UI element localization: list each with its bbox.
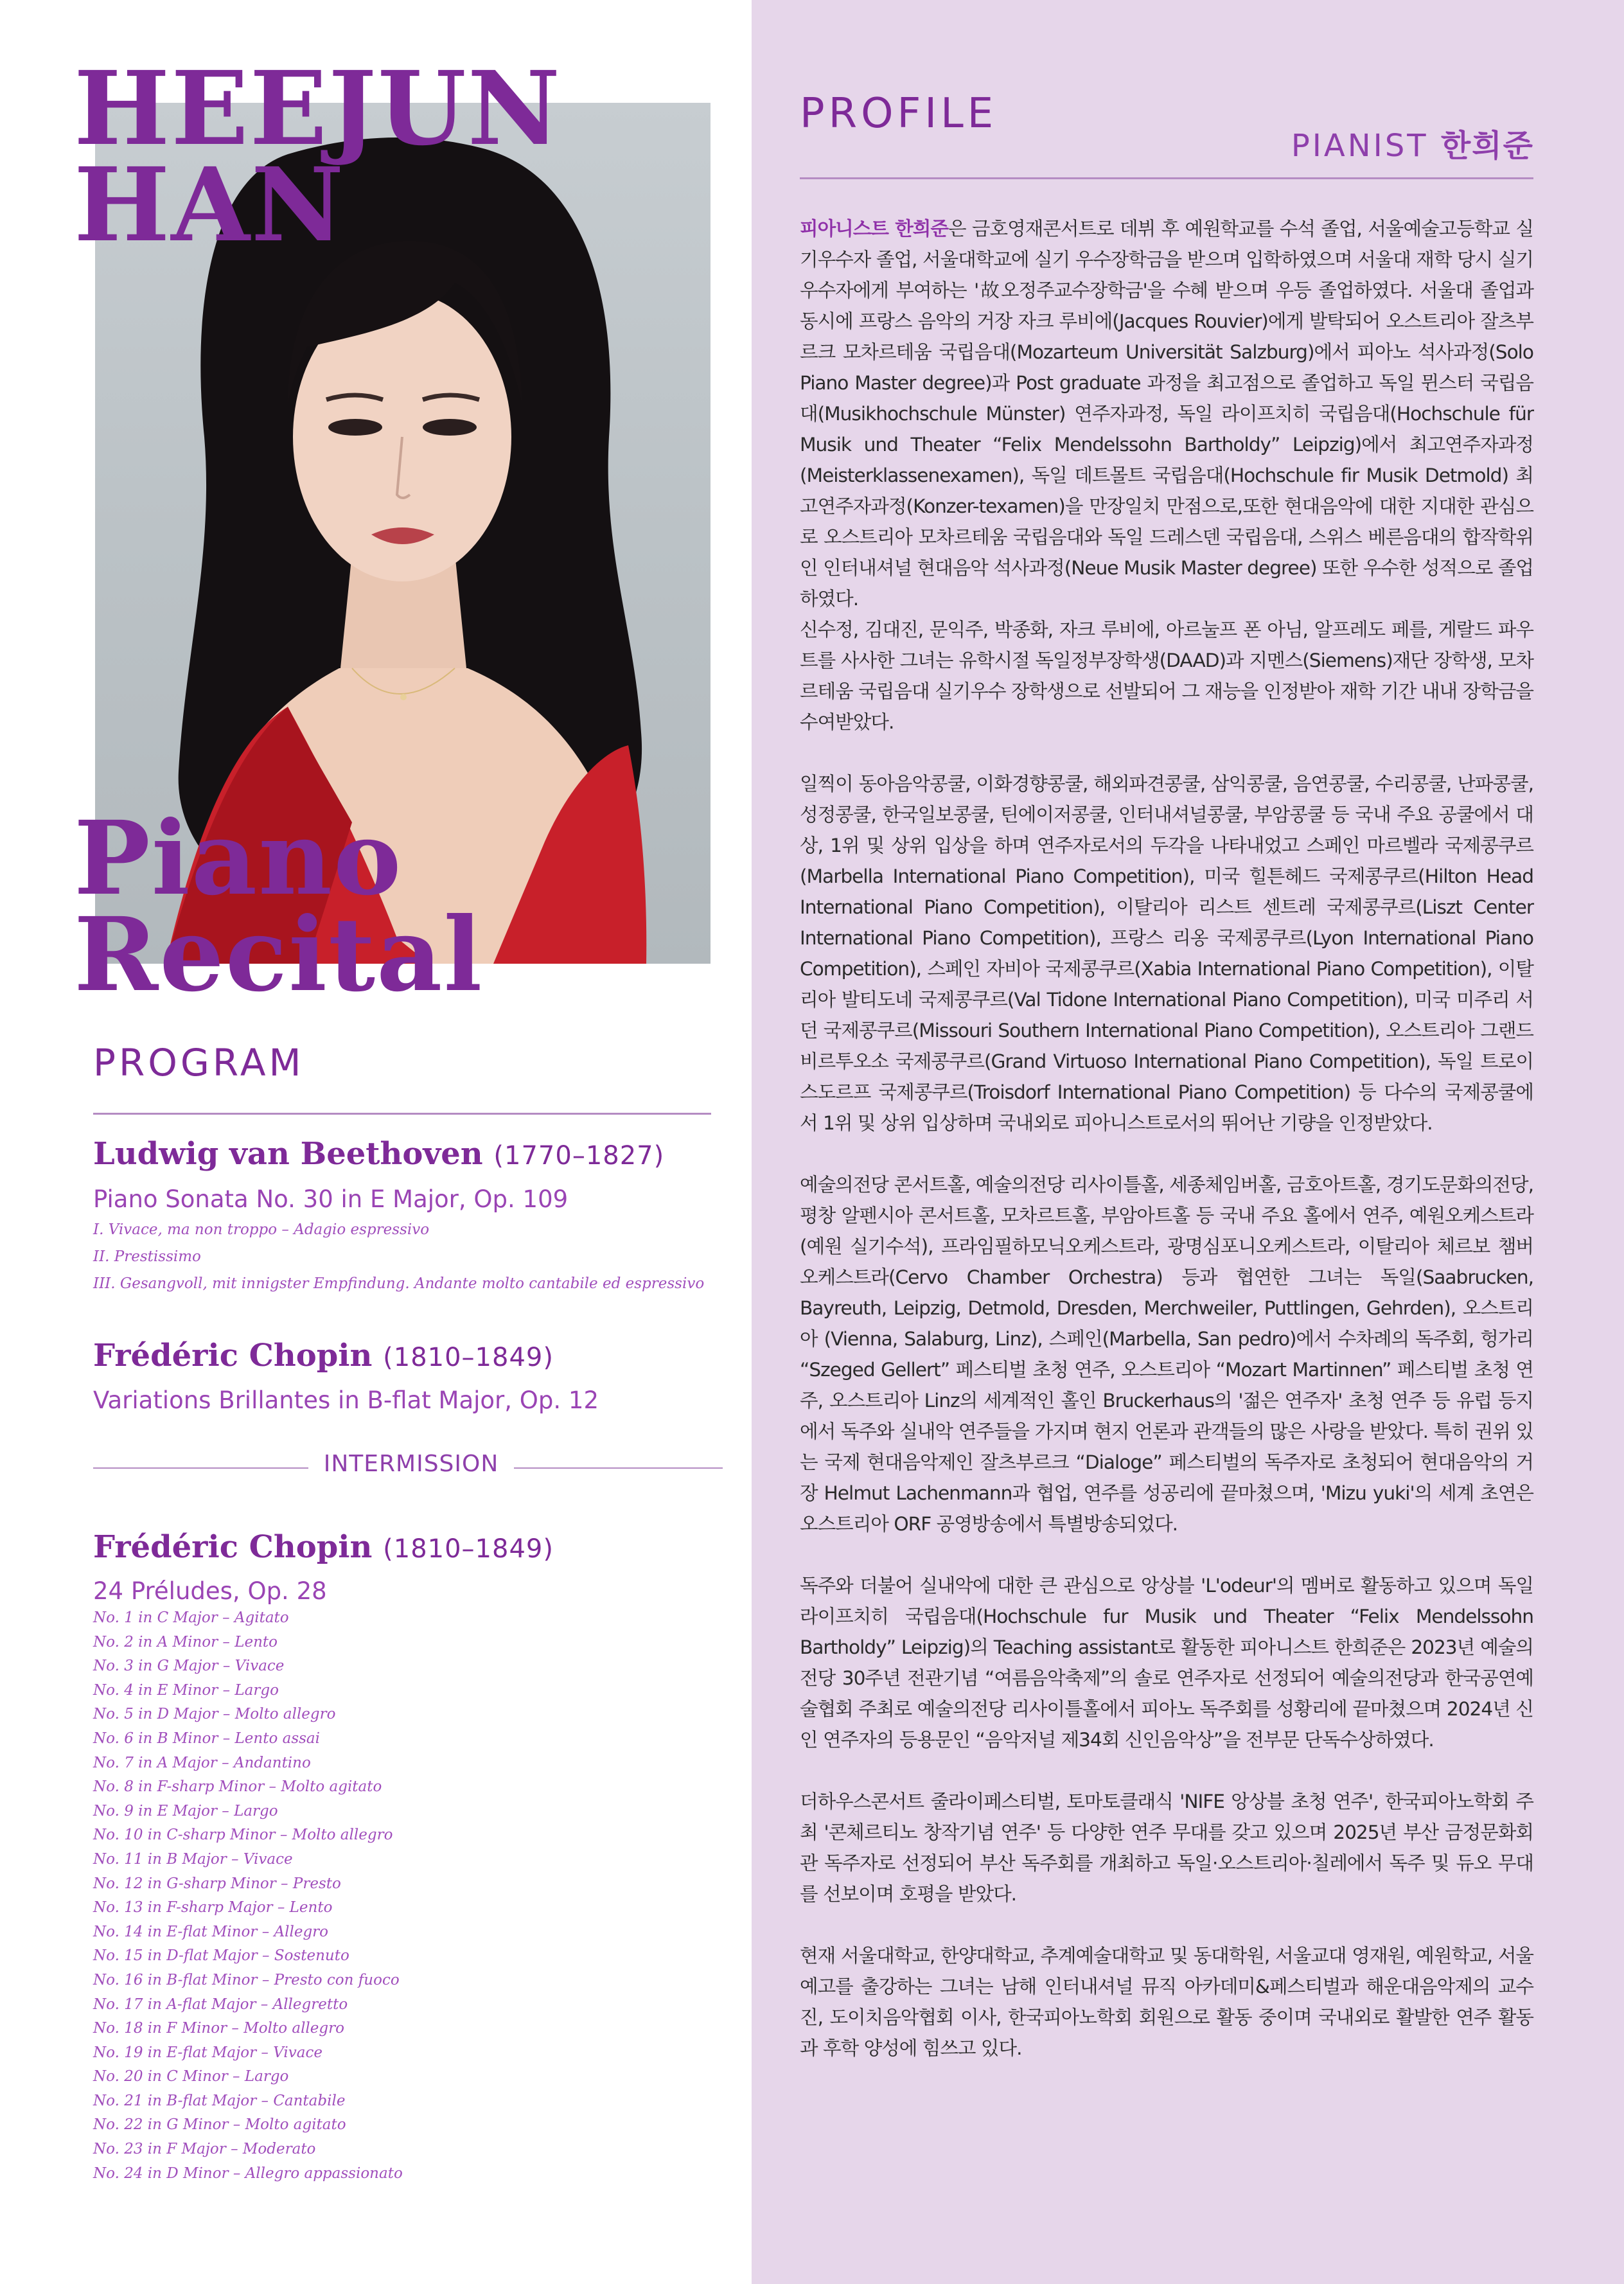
intermission-label: INTERMISSION	[323, 1451, 499, 1477]
prelude-item: No. 4 in E Minor – Largo	[93, 1681, 279, 1699]
profile-body	[800, 213, 1533, 2094]
profile-sub-name: 한희준	[1440, 128, 1534, 164]
profile-paragraph-6: 현재 서울대학교, 한양대학교, 추계예술대학교 및 동대학원, 서울교대 영재원, 예원학교, 서울예고를 출강하는 그녀는 남해 인터내셔널 뮤직 아카데미&페스티벌과 해운대음악제의 교수진, 도이치음악협회 이사, 한국피아노학회 회원으로 활동 중이며 국내외로 활발한 연주 활동과 후학 양성에 힘쓰고 있다.	[800, 1945, 1533, 2059]
prelude-item: No. 13 in F-sharp Major – Lento	[93, 1899, 333, 1917]
composer-chopin-2	[93, 1529, 554, 1565]
divider-line-left	[93, 1467, 308, 1469]
preludes-list	[93, 1606, 403, 2186]
prelude-item: No. 20 in C Minor – Largo	[93, 2068, 289, 2085]
composer-name: Ludwig van Beethoven	[93, 1136, 483, 1172]
prelude-item: No. 1 in C Major – Agitato	[93, 1609, 289, 1626]
composer-years: (1810–1849)	[383, 1534, 554, 1564]
profile-p1-text: 은 금호영재콘서트로 데뷔 후 예원학교를 수석 졸업, 서울예술고등학교 실기우수자 졸업, 서울대학교에 실기 우수장학금을 받으며 입학하였으며 서울대 재학 당시 실기 우수자에게 부여하는 '故오정주교수장학금'을 수혜 받으며 우등 졸업하였다. 서울대 졸업과 동시에 프랑스 음악의 거장 자크 루비에(Jacques Rouvier)에게 발탁되어 오스트리아 잘츠부르크 모차르테움 국립음대(Mozarteum Universität Salzburg)에서 피아노 석사과정(Solo Piano Master degree)과 Post graduate 과정을 최고점으로 졸업하고 독일 뮌스터 국립음대(Musikhochschule Münster) 연주자과정, 독일 라이프치히 국립음대(Hochschule für Musik und Theater “Felix Mendelssohn Bartholdy” Leipzig)에서 최고연주자과정(Meisterklassenexamen), 독일 데트몰트 국립음대(Hochschule fir Musik Detmold) 최고연주자과정(Konzer-texamen)을 만장일치 만점으로,또한 현대음악에 대한 지대한 관심으로 오스트리아 모차르테움 국립음대와 독일 드레스덴 국립음대, 스위스 베른음대의 합작학위인 인터내셔널 현대음악 석사과정(Neue Musik Master degree) 또한 우수한 성적으로 졸업하였다.	[800, 218, 1533, 610]
work-title: Variations Brillantes in B-flat Major, Op. 12	[93, 1386, 599, 1414]
prelude-item: No. 15 in D-flat Major – Sostenuto	[93, 1947, 349, 1965]
composer-name: Frédéric Chopin	[93, 1338, 373, 1374]
sonata-movements	[93, 1216, 704, 1297]
prelude-item: No. 24 in D Minor – Allegro appassionato	[93, 2164, 403, 2182]
composer-name: Frédéric Chopin	[93, 1529, 373, 1565]
program-rule	[93, 1113, 711, 1115]
prelude-item: No. 9 in E Major – Largo	[93, 1802, 278, 1819]
composer-chopin-1	[93, 1338, 554, 1374]
prelude-item: No. 7 in A Major – Andantino	[93, 1754, 311, 1771]
recital-line-1: Piano	[74, 799, 403, 918]
movement-item: I. Vivace, ma non troppo – Adagio espressivo	[93, 1221, 430, 1238]
name-line-2: HAN	[74, 146, 346, 265]
profile-paragraph-2: 일찍이 동아음악콩쿨, 이화경향콩쿨, 해외파견콩쿨, 삼익콩쿨, 음연콩쿨, 수리콩쿨, 난파콩쿨, 성정콩쿨, 한국일보콩쿨, 틴에이저콩쿨, 인터내셔널콩쿨, 부암콩쿨 등 국내 주요 공쿨에서 대상, 1위 및 상위 입상을 하며 연주자로서의 두각을 나타내었고 스페인 마르벨라 국제콩쿠르(Marbella International Piano Competition), 미국 힐튼헤드 국제콩쿠르(Hilton Head International Piano Competition), 이탈리아 리스트 센트레 국제콩쿠르(Liszt Center International Piano Competition), 프랑스 리옹 국제콩쿠르(Lyon International Piano Competition), 스페인 자비아 국제콩쿠르(Xabia International Piano Competition), 이탈리아 발티도네 국제콩쿠르(Val Tidone International Piano Competition), 미국 미주리 서던 국제콩쿠르(Missouri Southern International Piano Competition), 오스트리아 그랜드 비르투오소 국제콩쿠르(Grand Virtuoso International Piano Competition), 독일 트로이스도르프 국제콩쿠르(Troisdorf International Piano Competition) 등 다수의 국제콩쿨에서 1위 및 상위 입상하며 국내외로 피아니스트로서의 뛰어난 기량을 인정받았다.	[800, 773, 1533, 1134]
performer-name	[74, 49, 562, 265]
prelude-item: No. 12 in G-sharp Minor – Presto	[93, 1875, 341, 1892]
recital-line-2: Recital	[74, 896, 484, 1014]
work-title: Piano Sonata No. 30 in E Major, Op. 109	[93, 1185, 569, 1213]
intermission-divider	[93, 1451, 723, 1485]
work-title: 24 Préludes, Op. 28	[93, 1577, 327, 1605]
composer-beethoven	[93, 1136, 664, 1172]
prelude-item: No. 5 in D Major – Molto allegro	[93, 1706, 336, 1723]
program-heading: PROGRAM	[93, 1041, 304, 1084]
prelude-item: No. 11 in B Major – Vivace	[93, 1850, 293, 1868]
profile-paragraph-3: 예술의전당 콘서트홀, 예술의전당 리사이틀홀, 세종체임버홀, 금호아트홀, 경기도문화의전당, 평창 알펜시아 콘서트홀, 모차르트홀, 부암아트홀 등 국내 주요 홀에서 연주, 예원오케스트라(예원 실기수석), 프라임필하모닉오케스트라, 광명심포니오케스트라, 이탈리아 체르보 챔버 오케스트라(Cervo Chamber Orchestra) 등과 협연한 그녀는 독일(Saabrucken, Bayreuth, Leipzig, Detmold, Dresden, Merchweiler, Puttlingen, Gehrden), 오스트리아 (Vienna, Salaburg, Linz), 스페인(Marbella, San pedro)에서 수차례의 독주회, 헝가리 “Szeged Gellert” 페스티벌 초청 연주, 오스트리아 “Mozart Martinnen” 페스티벌 초청 연주, 오스트리아 Linz의 세계적인 홀인 Bruckerhaus의 '젊은 연주자' 초청 연주 등 유럽 등지에서 독주와 실내악 연주들을 가지며 현지 언론과 관객들의 많은 사랑을 받았다. 특히 권위 있는 국제 현대음악제인 잘츠부르크 “Dialoge” 페스티벌의 독주자로 초청되어 현대음악의 거장 Helmut Lachenmann과 협업, 연주를 성공리에 끝마쳤으며, 'Mizu yuki'의 세계 초연은 오스트리아 ORF 공영방송에서 특별방송되었다.	[800, 1174, 1533, 1535]
movement-item: III. Gesangvoll, mit innigster Empfindung. Andante molto cantabile ed espressivo	[93, 1275, 705, 1292]
prelude-item: No. 3 in G Major – Vivace	[93, 1658, 285, 1675]
profile-paragraph-1b: 신수정, 김대진, 문익주, 박종화, 자크 루비에, 아르눌프 폰 아님, 알프레도 페를, 게랄드 파우트를 사사한 그녀는 유학시절 독일정부장학생(DAAD)과 지멘스(Siemens)재단 장학생, 모차르테움 국립음대 실기우수 장학생으로 선발되어 그 재능을 인정받아 재학 기간 내내 장학금을 수여받았다.	[800, 619, 1533, 733]
profile-paragraph-1	[800, 213, 1533, 614]
movement-item: II. Prestissimo	[93, 1248, 201, 1265]
profile-paragraph-4: 독주와 더불어 실내악에 대한 큰 관심으로 앙상블 'L'odeur'의 멤버로 활동하고 있으며 독일 라이프치히 국립음대(Hochschule fur Musik und Theater “Felix Mendelssohn Bartholdy” Leipzig)의 Teaching assistant로 활동한 피아니스트 한희준은 2023년 예술의전당 30주년 전관기념 “여름음악축제”의 솔로 연주자로 선정되어 예술의전당과 한국공연예술협회 주최로 예술의전당 리사이틀홀에서 피아노 독주회를 성황리에 끝마쳤으며 2024년 신인 연주자의 등용문인 “음악저널 제34회 신인음악상”을 전부문 단독수상하였다.	[800, 1575, 1533, 1751]
prelude-item: No. 19 in E-flat Major – Vivace	[93, 2044, 322, 2061]
prelude-item: No. 21 in B-flat Major – Cantabile	[93, 2092, 346, 2109]
composer-years: (1770–1827)	[493, 1141, 665, 1171]
composer-years: (1810–1849)	[383, 1343, 554, 1372]
prelude-item: No. 14 in E-flat Minor – Allegro	[93, 1923, 329, 1940]
profile-sub-prefix: PIANIST	[1291, 128, 1429, 164]
prelude-item: No. 8 in F-sharp Minor – Molto agitato	[93, 1778, 382, 1796]
prelude-item: No. 2 in A Minor – Lento	[93, 1633, 278, 1651]
prelude-item: No. 22 in G Minor – Molto agitato	[93, 2116, 346, 2134]
divider-line-right	[514, 1467, 723, 1469]
prelude-item: No. 23 in F Major – Moderato	[93, 2141, 316, 2158]
profile-lead: 피아니스트 한희준	[800, 218, 948, 240]
prelude-item: No. 10 in C-sharp Minor – Molto allegro	[93, 1827, 393, 1844]
prelude-item: No. 16 in B-flat Minor – Presto con fuoco	[93, 1971, 400, 1988]
prelude-item: No. 6 in B Minor – Lento assai	[93, 1730, 320, 1747]
profile-subtitle	[1291, 121, 1534, 165]
prelude-item: No. 18 in F Minor – Molto allegro	[93, 2020, 344, 2037]
name-line-1: HEEJUN	[74, 49, 562, 168]
prelude-item: No. 17 in A-flat Major – Allegretto	[93, 1996, 348, 2013]
recital-title	[74, 799, 484, 1014]
profile-rule	[800, 177, 1533, 179]
profile-paragraph-5: 더하우스콘서트 줄라이페스티벌, 토마토클래식 'NIFE 앙상블 초청 연주', 한국피아노학회 주최 '콘체르티노 창작기념 연주' 등 다양한 연주 무대를 갖고 있으며 2025년 부산 금정문화회관 독주자로 선정되어 부산 독주회를 개최하고 독일·오스트리아·칠레에서 독주 및 듀오 무대를 선보이며 호평을 받았다.	[800, 1791, 1533, 1905]
profile-heading: PROFILE	[800, 90, 998, 137]
